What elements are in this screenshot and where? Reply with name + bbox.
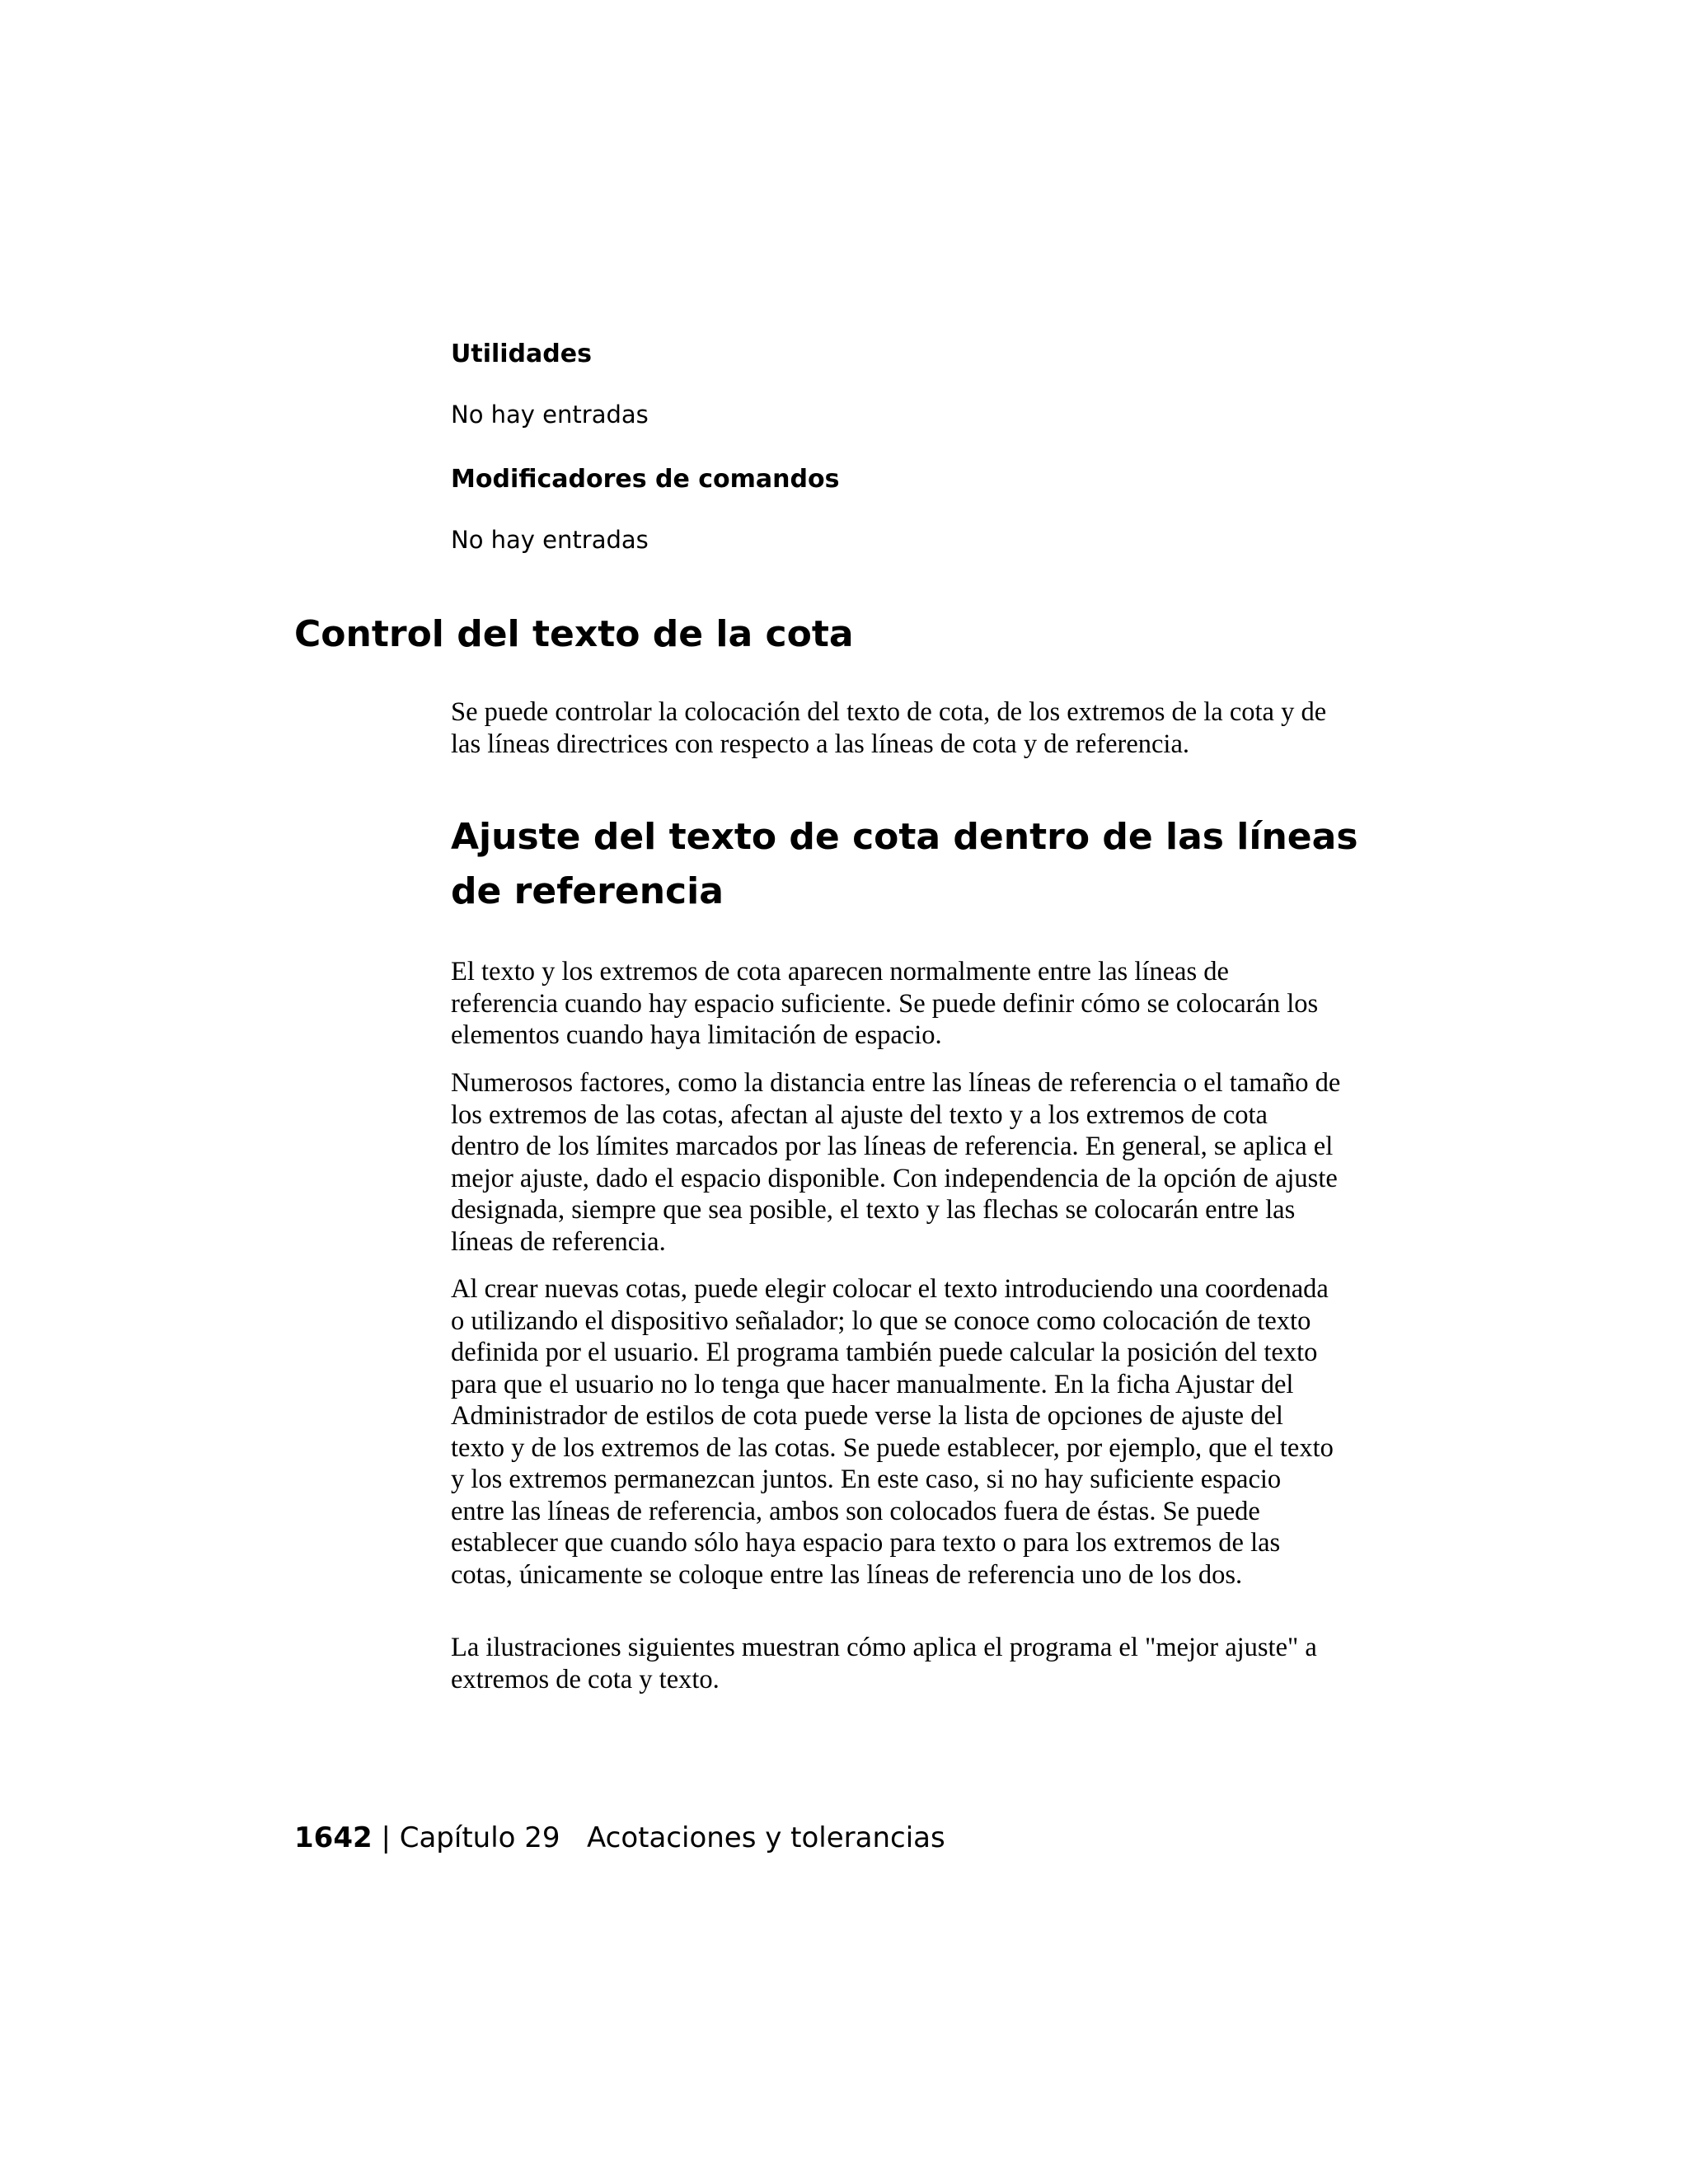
- paragraph-4-block: [451, 1632, 1341, 1695]
- utilities-text: No hay entradas: [451, 401, 649, 429]
- section-intro: Se puede controlar la colocación del texto de cota, de los extremos de la cota y de las líneas directrices con respecto a las líneas de cota y de referencia.: [451, 697, 1327, 759]
- paragraph-2-block: [451, 1067, 1341, 1258]
- command-modifiers-entry: [451, 525, 649, 555]
- utilities-entry: [451, 400, 649, 429]
- utilities-heading: Utilidades: [451, 340, 592, 368]
- paragraph: Numerosos factores, como la distancia entre las líneas de referencia o el tamaño de los extremos de las cotas, afectan al ajuste del texto y a los extremos de cota dentro de los límites marcados por las líneas de referencia. En general, se aplica el mejor ajuste, dado el espacio disponible. Con independencia de la opción de ajuste designada, siempre que sea posible, el texto y las flechas se colocarán entre las líneas de referencia.: [451, 1068, 1341, 1257]
- command-modifiers-section: [451, 465, 839, 494]
- footer-chapter-title: Acotaciones y tolerancias: [586, 1821, 945, 1854]
- section-title: Control del texto de la cota: [294, 613, 854, 655]
- footer-separator: |: [381, 1821, 391, 1854]
- page-number: 1642: [294, 1821, 373, 1854]
- paragraph: Al crear nuevas cotas, puede elegir colocar el texto introduciendo una coordenada o utilizando el dispositivo señalador; lo que se conoce como colocación de texto definida por el usuario. El programa también puede calcular la posición del texto para que el usuario no lo tenga que hacer manualmente. En la ficha Ajustar del Administrador de estilos de cota puede verse la lista de opciones de ajuste del texto y de los extremos de las cotas. Se puede establecer, por ejemplo, que el texto y los extremos permanezcan juntos. En este caso, si no hay suficiente espacio entre las líneas de referencia, ambos son colocados fuera de éstas. Se puede establecer que cuando sólo haya espacio para texto o para los extremos de las cotas, únicamente se coloque entre las líneas de referencia uno de los dos.: [451, 1274, 1334, 1590]
- paragraph: La ilustraciones siguientes muestran cómo aplica el programa el "mejor ajuste" a extremos de cota y texto.: [451, 1633, 1317, 1694]
- paragraph: El texto y los extremos de cota aparecen normalmente entre las líneas de referencia cuando hay espacio suficiente. Se puede definir cómo se colocarán los elementos cuando haya limitación de espacio.: [451, 957, 1319, 1050]
- section-intro-block: [451, 696, 1341, 760]
- footer-chapter: Capítulo 29: [399, 1821, 560, 1854]
- section-header: [294, 612, 854, 658]
- subsection-title: Ajuste del texto de cota dentro de las líneas de referencia: [451, 816, 1358, 912]
- subsection-header: [451, 810, 1374, 919]
- command-modifiers-text: No hay entradas: [451, 526, 649, 554]
- utilities-section: [451, 340, 592, 369]
- command-modifiers-heading: Modificadores de comandos: [451, 465, 840, 494]
- paragraph-1-block: [451, 956, 1341, 1052]
- page-footer: [294, 1820, 945, 1856]
- paragraph-3-block: [451, 1273, 1341, 1591]
